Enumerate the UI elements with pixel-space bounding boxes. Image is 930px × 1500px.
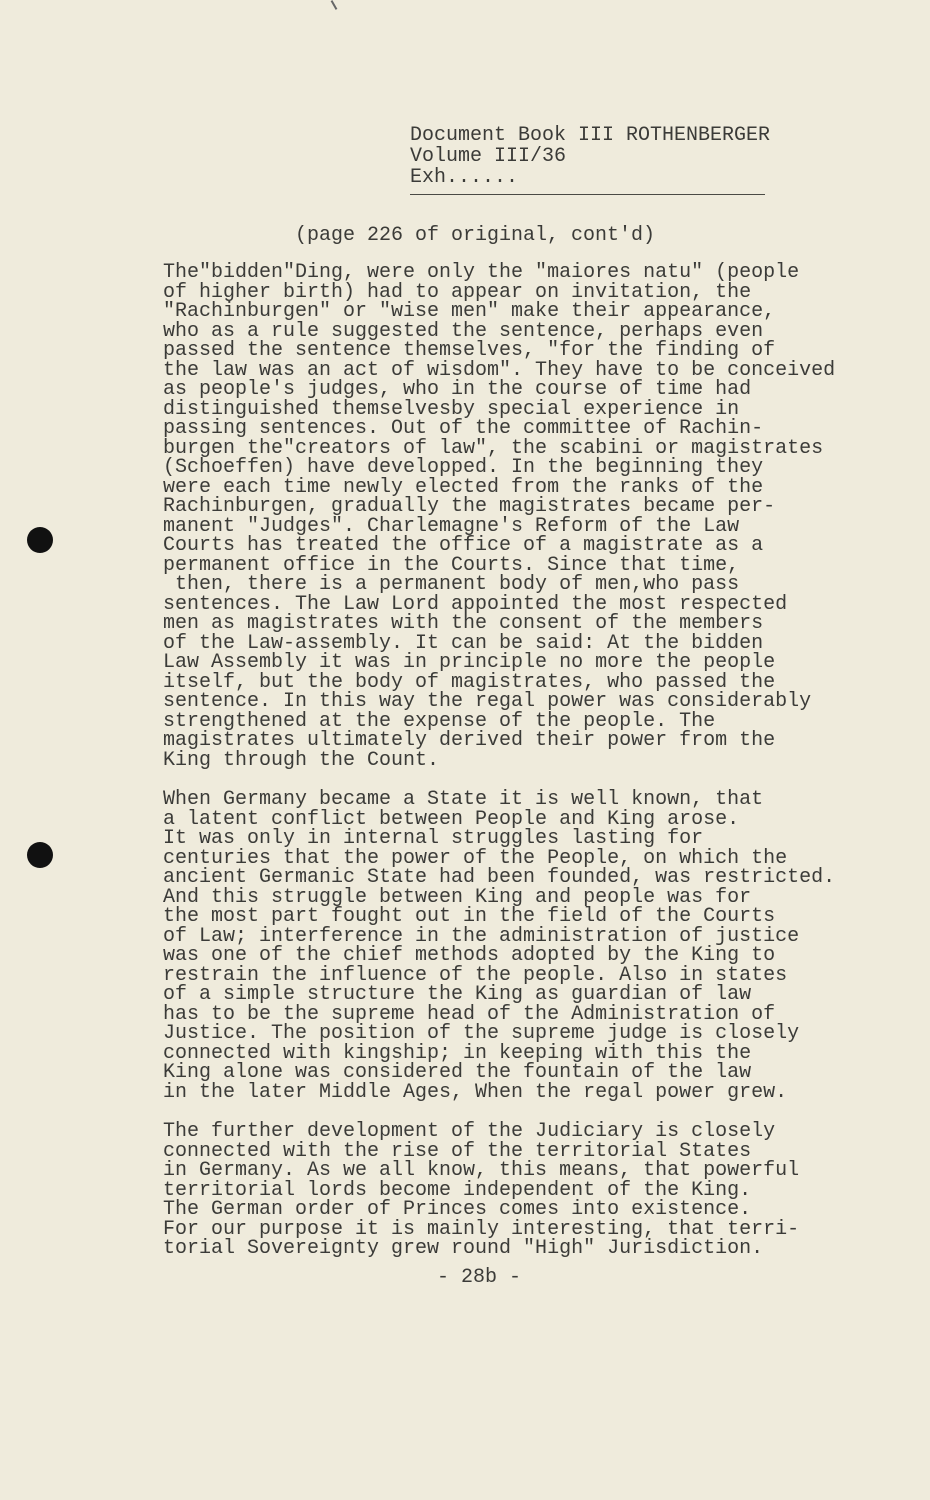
text-line: The further development of the Judiciary is closely — [163, 1120, 776, 1143]
paragraph-2 — [163, 790, 835, 1102]
punch-hole — [27, 527, 53, 553]
text-line: restrain the influence of the people. Also in states — [163, 963, 788, 987]
paper-mark — [331, 0, 338, 10]
text-line: strengthened at the expense of the people. The — [163, 709, 716, 733]
text-line: of a simple structure the King as guardian of law — [163, 983, 752, 1006]
text-line: (Schoeffen) have developped. In the beginning they — [163, 456, 764, 479]
text-line: distinguished themselvesby special experience in — [163, 397, 740, 421]
text-line: connected with kingship; in keeping with this the — [163, 1041, 752, 1065]
header-divider — [410, 194, 765, 195]
text-line: manent "Judges". Charlemagne's Reform of the Law — [163, 514, 740, 538]
text-line: burgen the"creators of law", the scabini or magistrates — [163, 436, 824, 460]
text-line: The German order of Princes comes into existence. — [163, 1198, 752, 1221]
text-line: the law was an act of wisdom". They have to be conceived — [163, 358, 836, 382]
header-line: Exh...... — [410, 166, 519, 189]
punch-hole — [27, 842, 53, 868]
text-line: territorial lords become independent of the King. — [163, 1178, 752, 1202]
text-line: sentence. In this way the regal power was considerably — [163, 690, 812, 713]
text-line: in the later Middle Ages, When the regal power grew. — [163, 1080, 788, 1104]
text-line: sentences. The Law Lord appointed the most respected — [163, 592, 788, 616]
text-line: were each time newly elected from the ranks of the — [163, 475, 764, 499]
text-line: the most part fought out in the field of the Courts — [163, 905, 776, 928]
text-line: as people's judges, who in the course of time had — [163, 378, 752, 401]
text-line: It was only in internal struggles lasting for — [163, 827, 704, 850]
text-line: permanent office in the Courts. Since that time, — [163, 553, 740, 577]
text-line: For our purpose it is mainly interesting, that terri- — [163, 1217, 800, 1241]
text-line: Rachinburgen, gradually the magistrates became per- — [163, 495, 776, 518]
text-line: connected with the rise of the territorial States — [163, 1139, 752, 1163]
text-line: Courts has treated the office of a magistrate as a — [163, 534, 764, 557]
header-line: Document Book III ROTHENBERGER — [410, 124, 771, 147]
text-line: Law Assembly it was in principle no more the people — [163, 651, 776, 674]
text-line: torial Sovereignty grew round "High" Jurisdiction. — [163, 1237, 764, 1260]
text-line: who as a rule suggested the sentence, perhaps even — [163, 319, 764, 343]
text-line: magistrates ultimately derived their power from the — [163, 729, 776, 752]
text-line: itself, but the body of magistrates, who passed the — [163, 670, 776, 694]
text-line: a latent conflict between People and King arose. — [163, 807, 740, 831]
text-line: of higher birth) had to appear on invitation, the — [163, 280, 752, 304]
text-line: ancient Germanic State had been founded, was restricted. — [163, 866, 836, 889]
text-line: King through the Count. — [163, 748, 440, 772]
paragraph-3 — [163, 1122, 799, 1259]
text-line: men as magistrates with the consent of the members — [163, 612, 764, 635]
text-line: passing sentences. Out of the committee of Rachin- — [163, 417, 764, 440]
text-line: King alone was considered the fountain of the law — [163, 1061, 752, 1084]
text-line: When Germany became a State it is well known, that — [163, 788, 764, 811]
text-line: passed the sentence themselves, "for the finding of — [163, 339, 776, 362]
text-line: And this struggle between King and people was for — [163, 885, 752, 909]
text-line: Justice. The position of the supreme judge is closely — [163, 1022, 800, 1045]
text-line: of Law; interference in the administration of justice — [163, 924, 800, 948]
text-line: was one of the chief methods adopted by the King to — [163, 944, 776, 967]
text-line: has to be the supreme head of the Administration of — [163, 1002, 776, 1026]
text-line: in Germany. As we all know, this means, that powerful — [163, 1159, 800, 1182]
text-line: centuries that the power of the People, on which the — [163, 846, 788, 870]
page-number: - 28b - — [437, 1266, 522, 1289]
document-header — [410, 125, 770, 188]
text-line: then, there is a permanent body of men,who pass — [163, 573, 740, 596]
paragraph-1 — [163, 263, 835, 770]
page-subtitle: (page 226 of original, cont'd) — [295, 224, 656, 247]
header-line: Volume III/36 — [410, 145, 567, 168]
text-line: The"bidden"Ding, were only the "maiores natu" (people — [163, 261, 800, 284]
text-line: of the Law-assembly. It can be said: At the bidden — [163, 631, 764, 655]
text-line: "Rachinburgen" or "wise men" make their appearance, — [163, 300, 776, 323]
